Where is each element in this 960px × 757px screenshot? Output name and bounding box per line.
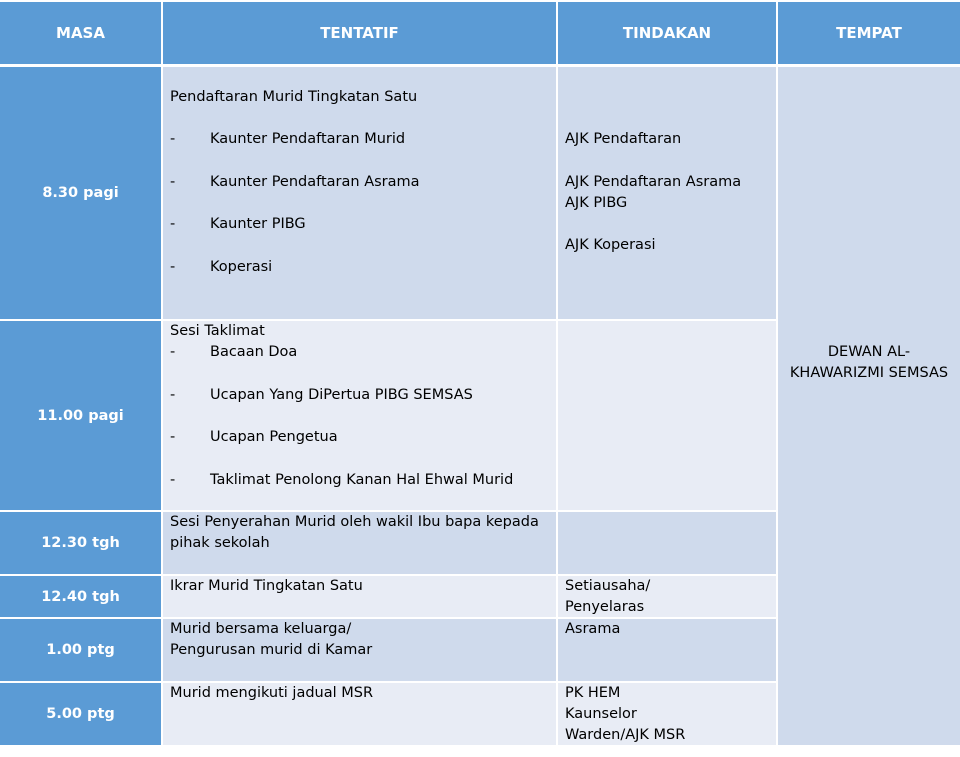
- masa-cell-row-6: [0, 683, 161, 745]
- masa-cell-row-3: [0, 512, 161, 574]
- tentatif-title: Sesi Taklimat: [170, 323, 265, 339]
- masa-cell-row-4: [0, 576, 161, 617]
- tindakan-line: Setiausaha/: [565, 578, 651, 594]
- tentatif-line: Murid bersama keluarga/: [170, 621, 352, 637]
- tindakan-cell-row-4: [558, 576, 776, 617]
- tentatif-cell-row-2: [163, 321, 556, 510]
- tindakan-line: Kaunselor: [565, 706, 637, 722]
- bullet-dash: -: [170, 174, 176, 190]
- tentatif-item: Koperasi: [210, 259, 273, 275]
- bullet-dash: -: [170, 472, 176, 488]
- tindakan-line: AJK Pendaftaran Asrama: [565, 174, 742, 190]
- header-tempat: [778, 2, 960, 64]
- bullet-dash: -: [170, 344, 176, 360]
- tentatif-cell-row-4: [163, 576, 556, 617]
- tentatif-line: Murid mengikuti jadual MSR: [170, 685, 374, 701]
- tindakan-line: Warden/AJK MSR: [565, 727, 686, 743]
- header-tentatif-label: TENTATIF: [320, 24, 399, 42]
- tindakan-line: AJK PIBG: [565, 195, 628, 211]
- header-tindakan-label: TINDAKAN: [622, 24, 712, 42]
- tempat-line: DEWAN AL-: [827, 344, 911, 360]
- tentatif-item: Kaunter Pendaftaran Murid: [210, 131, 406, 147]
- masa-value: 5.00 ptg: [46, 706, 115, 722]
- tentatif-item: Taklimat Penolong Kanan Hal Ehwal Murid: [210, 472, 514, 488]
- bullet-dash: -: [170, 259, 176, 275]
- tentatif-item: Bacaan Doa: [210, 344, 298, 360]
- header-masa-label: MASA: [56, 24, 105, 42]
- masa-value: 1.00 ptg: [46, 642, 115, 658]
- masa-value: 12.40 tgh: [41, 588, 120, 605]
- tentatif-cell-row-5: [163, 619, 556, 681]
- tentatif-item: Ucapan Yang DiPertua PIBG SEMSAS: [210, 387, 473, 403]
- bullet-dash: -: [170, 131, 176, 147]
- tentatif-cell-row-1: [163, 67, 556, 319]
- tempat-line: KHAWARIZMI SEMSAS: [789, 365, 949, 381]
- tempat-cell: [778, 67, 960, 745]
- bullet-dash: -: [170, 429, 176, 445]
- tindakan-cell-row-6: [558, 683, 776, 745]
- header-tindakan: [558, 2, 776, 64]
- masa-value: 11.00 pagi: [37, 407, 124, 424]
- bullet-dash: -: [170, 387, 176, 403]
- tindakan-cell-row-1: [558, 67, 776, 319]
- tindakan-cell-row-2: [558, 321, 776, 510]
- bullet-dash: -: [170, 216, 176, 232]
- tentatif-line: Ikrar Murid Tingkatan Satu: [170, 578, 363, 594]
- masa-cell-row-2: [0, 321, 161, 510]
- tentatif-item: Ucapan Pengetua: [210, 429, 338, 445]
- tindakan-line: PK HEM: [565, 685, 621, 701]
- masa-cell-row-1: [0, 67, 161, 319]
- header-tentatif: [163, 2, 556, 64]
- tindakan-line: Asrama: [565, 621, 621, 637]
- tentatif-title: Pendaftaran Murid Tingkatan Satu: [170, 89, 418, 105]
- masa-value: 12.30 tgh: [41, 535, 120, 551]
- tindakan-line: AJK Pendaftaran: [565, 131, 682, 147]
- tentatif-cell-row-6: [163, 683, 556, 745]
- tindakan-line: AJK Koperasi: [565, 237, 656, 253]
- tentatif-line: Sesi Penyerahan Murid oleh wakil Ibu bapa kepada: [170, 514, 539, 530]
- tindakan-line: Penyelaras: [565, 599, 645, 615]
- tindakan-cell-row-5: [558, 619, 776, 681]
- tentatif-line: Pengurusan murid di Kamar: [170, 642, 373, 658]
- tentatif-item: Kaunter PIBG: [210, 216, 306, 232]
- masa-value: 8.30 pagi: [42, 185, 119, 201]
- tentatif-item: Kaunter Pendaftaran Asrama: [210, 174, 420, 190]
- tindakan-cell-row-3: [558, 512, 776, 574]
- header-tempat-label: TEMPAT: [836, 24, 902, 42]
- masa-cell-row-5: [0, 619, 161, 681]
- tentatif-line: pihak sekolah: [170, 535, 270, 551]
- tentatif-cell-row-3: [163, 512, 556, 574]
- header-masa: [0, 2, 161, 64]
